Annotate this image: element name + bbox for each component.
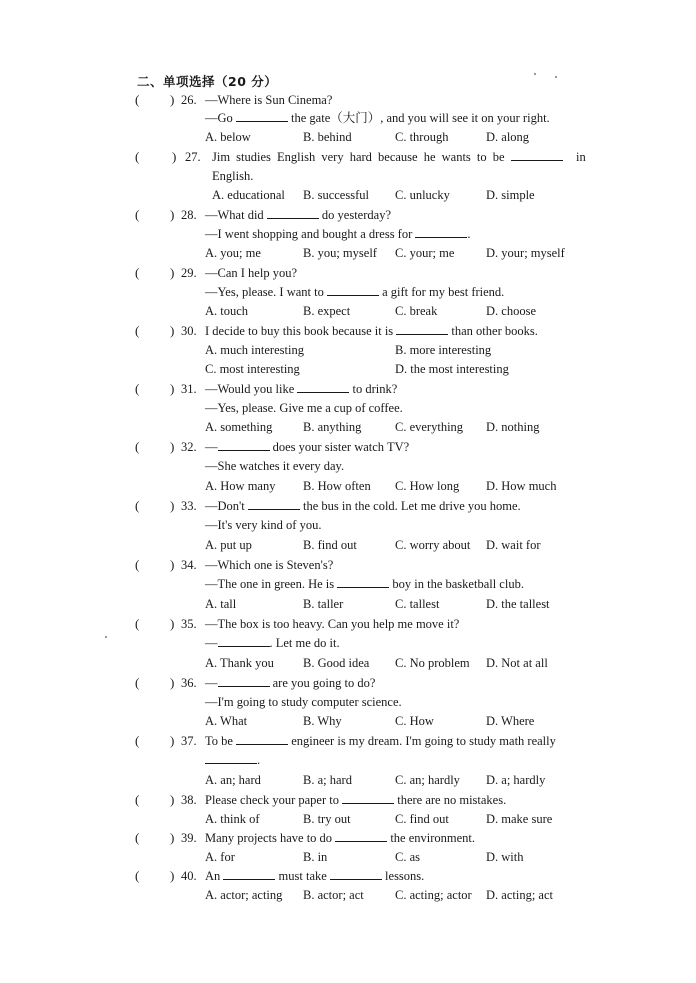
question-number: 31. xyxy=(181,382,197,396)
option-b: B. Why xyxy=(303,714,342,728)
question-number: 38. xyxy=(181,793,197,807)
option-c: C. How xyxy=(395,714,434,728)
option-d: D. simple xyxy=(486,188,535,202)
option-c: C. unlucky xyxy=(395,188,450,202)
question-stem: An must take lessons. xyxy=(205,869,425,883)
answer-paren-open: ( xyxy=(135,616,140,631)
option-c: C. break xyxy=(395,304,438,318)
question-stem-line2: English. xyxy=(212,169,254,183)
answer-blank xyxy=(267,207,319,219)
answer-blank xyxy=(236,733,288,745)
answer-paren-open: ( xyxy=(135,733,140,748)
option-a: A. you; me xyxy=(205,246,261,260)
answer-paren-close: ) xyxy=(170,207,175,222)
question-number: 29. xyxy=(181,266,197,280)
option-c: C. most interesting xyxy=(205,362,300,376)
question-number: 36. xyxy=(181,676,197,690)
option-c: C. everything xyxy=(395,420,464,434)
option-c: C. tallest xyxy=(395,597,440,611)
option-c: C. How long xyxy=(395,479,460,493)
scan-speck xyxy=(105,636,107,638)
answer-blank xyxy=(511,149,563,161)
question-stem: Many projects have to do the environment. xyxy=(205,831,476,845)
answer-paren-open: ( xyxy=(135,868,140,883)
question-stem-end: in xyxy=(576,150,586,164)
question-number: 32. xyxy=(181,440,197,454)
answer-paren-close: ) xyxy=(170,616,175,631)
option-b: B. behind xyxy=(303,130,352,144)
answer-paren-close: ) xyxy=(170,868,175,883)
option-a: A. How many xyxy=(205,479,276,493)
question-number: 39. xyxy=(181,831,197,845)
question-stem-line2: —I'm going to study computer science. xyxy=(205,695,402,709)
option-c: C. worry about xyxy=(395,538,471,552)
option-d: D. wait for xyxy=(486,538,541,552)
option-b: B. taller xyxy=(303,597,344,611)
question-stem-line2: —Go the gate（大门）, and you will see it on your right. xyxy=(205,111,550,125)
option-a: A. Thank you xyxy=(205,656,274,670)
question-stem: — does your sister watch TV? xyxy=(205,440,410,454)
question-stem: —The box is too heavy. Can you help me move it? xyxy=(205,617,460,631)
question-stem: Please check your paper to there are no mistakes. xyxy=(205,793,507,807)
option-a: A. think of xyxy=(205,812,260,826)
question-stem-line2: —It's very kind of you. xyxy=(205,518,322,532)
answer-blank xyxy=(327,284,379,296)
option-d: D. with xyxy=(486,850,524,864)
answer-paren-open: ( xyxy=(135,323,140,338)
option-a: A. actor; acting xyxy=(205,888,283,902)
scan-speck xyxy=(534,73,536,75)
question-stem: I decide to buy this book because it is than other books. xyxy=(205,324,538,338)
question-stem-line2: —She watches it every day. xyxy=(205,459,345,473)
option-d: D. the most interesting xyxy=(395,362,509,376)
option-d: D. your; myself xyxy=(486,246,565,260)
answer-blank xyxy=(396,323,448,335)
answer-paren-close: ) xyxy=(170,439,175,454)
question-number: 40. xyxy=(181,869,197,883)
question-stem-line2: . xyxy=(205,752,260,768)
option-c: C. acting; actor xyxy=(395,888,472,902)
option-c: C. No problem xyxy=(395,656,470,670)
question-stem-line2: —I went shopping and bought a dress for . xyxy=(205,227,471,241)
question-stem-line2: —Yes, please. I want to a gift for my best friend. xyxy=(205,285,505,299)
question-number: 34. xyxy=(181,558,197,572)
option-a: A. tall xyxy=(205,597,237,611)
answer-paren-open: ( xyxy=(135,207,140,222)
option-a: A. something xyxy=(205,420,273,434)
answer-blank xyxy=(330,868,382,880)
answer-paren-close: ) xyxy=(170,675,175,690)
option-c: C. as xyxy=(395,850,420,864)
option-b: B. in xyxy=(303,850,328,864)
option-b: B. successful xyxy=(303,188,369,202)
option-b: B. actor; act xyxy=(303,888,364,902)
option-b: B. a; hard xyxy=(303,773,352,787)
answer-blank xyxy=(335,830,387,842)
answer-paren-open: ( xyxy=(135,675,140,690)
answer-paren-open: ( xyxy=(135,149,140,164)
option-d: D. make sure xyxy=(486,812,553,826)
option-a: A. What xyxy=(205,714,248,728)
answer-paren-open: ( xyxy=(135,557,140,572)
option-a: A. for xyxy=(205,850,235,864)
answer-paren-close: ) xyxy=(170,733,175,748)
question-stem: —Would you like to drink? xyxy=(205,382,398,396)
section-title: 二、单项选择（20 分） xyxy=(137,74,278,89)
answer-paren-open: ( xyxy=(135,439,140,454)
answer-paren-close: ) xyxy=(170,265,175,280)
answer-paren-close: ) xyxy=(170,830,175,845)
option-b: B. more interesting xyxy=(395,343,492,357)
question-stem: —Can I help you? xyxy=(205,266,297,280)
answer-blank xyxy=(236,110,288,122)
option-b: B. anything xyxy=(303,420,362,434)
option-a: A. below xyxy=(205,130,251,144)
question-stem-line2: — . Let me do it. xyxy=(205,636,340,650)
answer-blank xyxy=(205,752,257,764)
answer-paren-close: ) xyxy=(170,557,175,572)
option-a: A. touch xyxy=(205,304,249,318)
option-b: B. find out xyxy=(303,538,357,552)
question-stem: To be engineer is my dream. I'm going to study math really xyxy=(205,734,556,748)
option-c: C. your; me xyxy=(395,246,455,260)
question-number: 33. xyxy=(181,499,197,513)
answer-paren-close: ) xyxy=(172,149,177,164)
answer-blank xyxy=(337,576,389,588)
option-d: D. nothing xyxy=(486,420,540,434)
question-stem: —Don't the bus in the cold. Let me drive you home. xyxy=(205,499,521,513)
answer-blank xyxy=(415,226,467,238)
answer-paren-open: ( xyxy=(135,830,140,845)
scan-speck xyxy=(555,76,557,78)
option-c: C. find out xyxy=(395,812,449,826)
option-b: B. try out xyxy=(303,812,351,826)
answer-blank xyxy=(342,792,394,804)
answer-paren-close: ) xyxy=(170,381,175,396)
answer-blank xyxy=(297,381,349,393)
answer-paren-close: ) xyxy=(170,792,175,807)
question-stem-line2: —The one in green. He is boy in the basketball club. xyxy=(205,577,524,591)
answer-paren-close: ) xyxy=(170,92,175,107)
question-number: 35. xyxy=(181,617,197,631)
option-a: A. educational xyxy=(212,188,285,202)
question-number: 30. xyxy=(181,324,197,338)
option-b: B. expect xyxy=(303,304,351,318)
option-b: B. How often xyxy=(303,479,371,493)
option-a: A. an; hard xyxy=(205,773,261,787)
answer-blank xyxy=(223,868,275,880)
question-stem: — are you going to do? xyxy=(205,676,376,690)
answer-blank xyxy=(248,498,300,510)
answer-paren-open: ( xyxy=(135,92,140,107)
answer-paren-open: ( xyxy=(135,381,140,396)
answer-paren-open: ( xyxy=(135,265,140,280)
option-d: D. Not at all xyxy=(486,656,548,670)
answer-blank xyxy=(218,439,270,451)
option-d: D. a; hardly xyxy=(486,773,546,787)
answer-paren-close: ) xyxy=(170,323,175,338)
question-stem: —What did do yesterday? xyxy=(205,208,391,222)
option-d: D. Where xyxy=(486,714,535,728)
option-a: A. put up xyxy=(205,538,252,552)
question-stem-line2: —Yes, please. Give me a cup of coffee. xyxy=(205,401,403,415)
option-d: D. choose xyxy=(486,304,536,318)
answer-paren-open: ( xyxy=(135,498,140,513)
question-number: 37. xyxy=(181,734,197,748)
question-stem: —Which one is Steven's? xyxy=(205,558,334,572)
question-stem: —Where is Sun Cinema? xyxy=(205,93,333,107)
option-c: C. through xyxy=(395,130,449,144)
option-d: D. How much xyxy=(486,479,557,493)
question-number: 28. xyxy=(181,208,197,222)
question-number: 26. xyxy=(181,93,197,107)
option-d: D. acting; act xyxy=(486,888,553,902)
option-d: D. along xyxy=(486,130,530,144)
question-number: 27. xyxy=(185,150,201,164)
answer-blank xyxy=(218,635,270,647)
question-stem: Jim studies English very hard because he wants to be xyxy=(212,149,563,165)
answer-paren-close: ) xyxy=(170,498,175,513)
answer-paren-open: ( xyxy=(135,792,140,807)
option-c: C. an; hardly xyxy=(395,773,460,787)
option-a: A. much interesting xyxy=(205,343,304,357)
option-b: B. Good idea xyxy=(303,656,370,670)
answer-blank xyxy=(218,675,270,687)
option-b: B. you; myself xyxy=(303,246,377,260)
option-d: D. the tallest xyxy=(486,597,550,611)
